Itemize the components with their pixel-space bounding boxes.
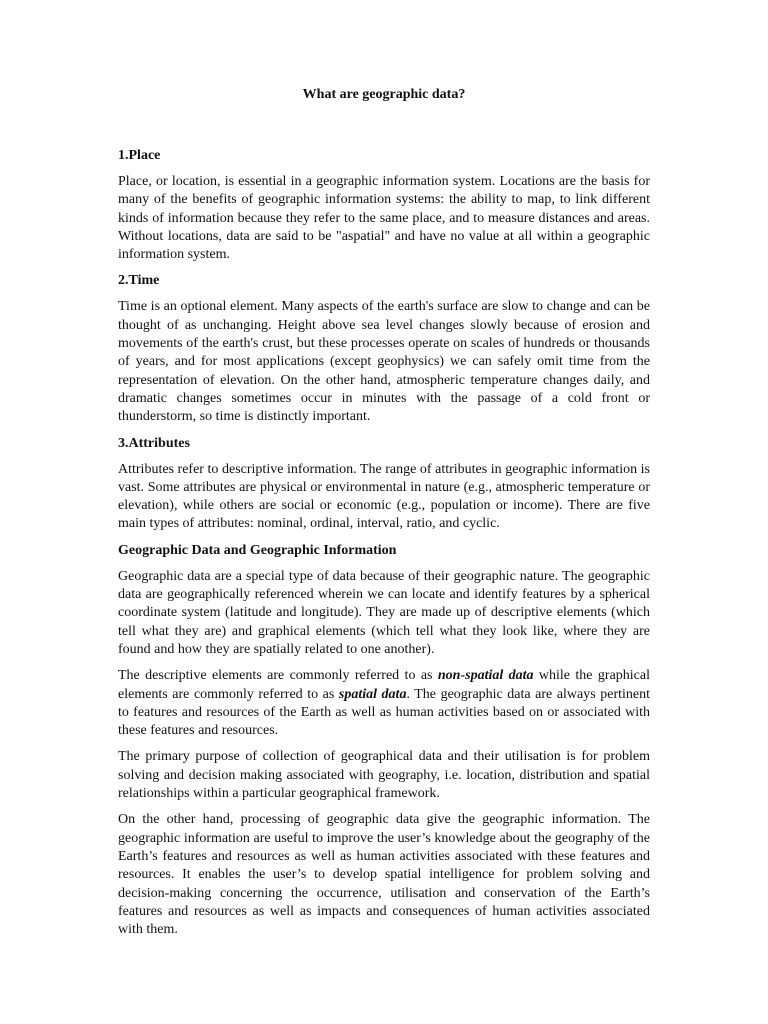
term-non-spatial-data: non-spatial data [437,668,534,684]
paragraph-descriptive-elements [118,667,650,740]
section-place [118,147,650,264]
term-spatial-data: spatial data [338,686,407,702]
section-geographic-data [118,542,650,940]
paragraph-text: The descriptive elements are commonly referred to as [118,668,438,684]
section-heading-time: 2.Time [118,273,160,289]
document-title: What are geographic data? [302,87,466,102]
paragraph-place: Place, or location, is essential in a geographic information system. Locations are the basis for many of the benefits of geographic information systems: the ability to map, to link different kinds of information because they refer to the same place, and to measure distances and areas. Without locations, data are said to be "aspatial" and have no value at all within a geographic information system. [118,174,650,263]
paragraph-attributes: Attributes refer to descriptive information. The range of attributes in geographic information is vast. Some attributes are physical or environmental in nature (e.g., atmospheric temperature or elevation), while others are social or economic (e.g., population or income). There are five main types of attributes: nominal, ordinal, interval, ratio, and cyclic. [118,461,650,532]
paragraph-geographic-information: On the other hand, processing of geographic data give the geographic information. The geographic information are useful to improve the user’s knowledge about the geography of the Earth’s features and resources as well as human activities associated with these features and resources. It enables the user’s to develop spatial intelligence for problem solving and decision-making concerning the occurrence, utilisation and conservation of the Earth’s features and resources as well as impacts and consequences of human activities associated with them. [118,812,650,938]
section-attributes [118,435,650,534]
paragraph-text: . The geographic data are always pertinent to features and resources of the Earth as well as human activities based on or associated with these features and resources. [118,686,651,739]
paragraph-text: while the graphical elements are commonly referred to as [118,668,650,702]
section-heading-geographic-data: Geographic Data and Geographic Information [118,542,397,558]
paragraph-primary-purpose: The primary purpose of collection of geographical data and their utilisation is for problem solving and decision making associated with geography, i.e. location, distribution and spatial relationships within a particular geographical framework. [118,749,650,802]
paragraph-time: Time is an optional element. Many aspects of the earth's surface are slow to change and can be thought of as unchanging. Height above sea level changes slowly because of erosion and movements of the earth's crust, but these processes operate on scales of hundreds or thousands of years, and for most applications (except geophysics) we can safely omit time from the representation of elevation. On the other hand, atmospheric temperature changes daily, and dramatic changes sometimes occur in minutes with the passage of a cold front or thunderstorm, so time is distinctly important. [118,299,650,425]
paragraph-geographic-data-intro: Geographic data are a special type of data because of their geographic nature. The geographic data are geographically referenced wherein we can locate and identify features by a spherical coordinate system (latitude and longitude). They are made up of descriptive elements (which tell what they are) and graphical elements (which tell what they look like, where they are found and how they are spatially related to one another). [118,568,650,657]
section-heading-place: 1.Place [118,148,161,163]
section-time [118,272,650,426]
section-heading-attributes: 3.Attributes [118,435,190,451]
